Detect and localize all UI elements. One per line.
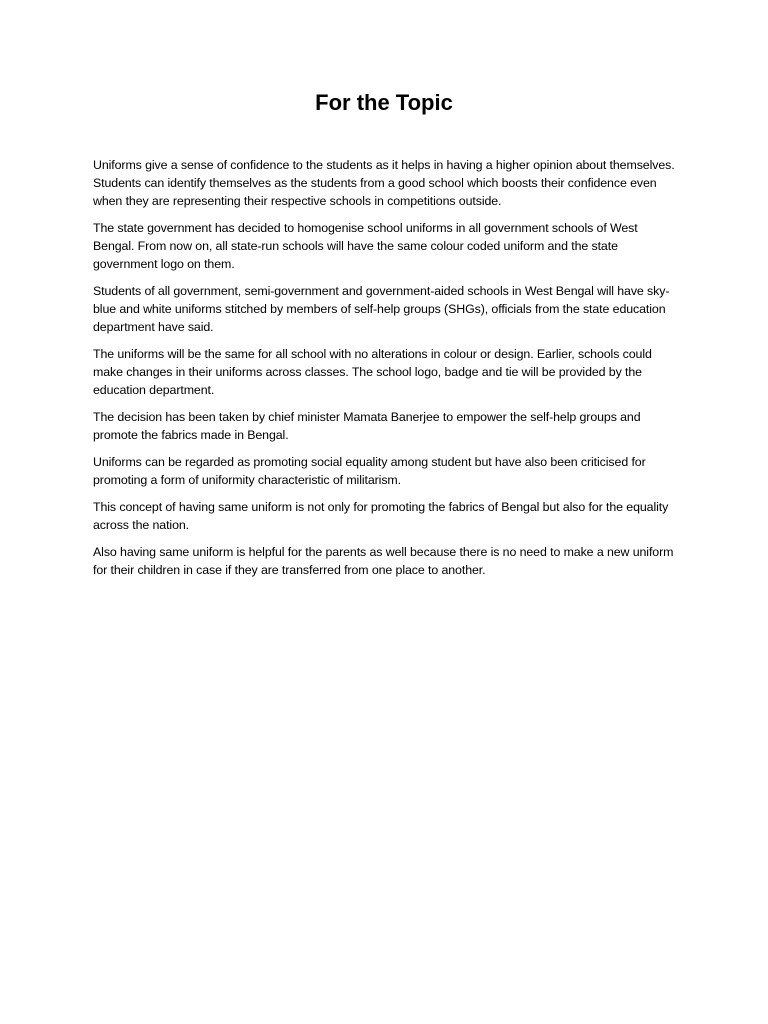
paragraph-fabrics-of-bengal: This concept of having same uniform is not only for promoting the fabrics of Bengal but also for the equality across the nation. xyxy=(93,500,669,532)
paragraph-homogenise: The state government has decided to homogenise school uniforms in all government schools of West Bengal. From now on, all state-run schools will have the same colour coded uniform and the state government logo on them. xyxy=(93,221,638,271)
document-body xyxy=(93,156,675,588)
paragraph-social-equality: Uniforms can be regarded as promoting social equality among student but have also been criticised for promoting a form of uniformity characteristic of militarism. xyxy=(93,455,646,487)
paragraph-no-alterations: The uniforms will be the same for all school with no alterations in colour or design. Earlier, schools could make changes in their uniforms across classes. The school logo, badge and tie will be provided by the education department. xyxy=(93,347,652,397)
paragraph-decision: The decision has been taken by chief minister Mamata Banerjee to empower the self-help groups and promote the fabrics made in Bengal. xyxy=(93,410,641,442)
paragraph-parents: Also having same uniform is helpful for the parents as well because there is no need to make a new uniform for their children in case if they are transferred from one place to another. xyxy=(93,545,674,577)
paragraph-confidence: Uniforms give a sense of confidence to the students as it helps in having a higher opinion about themselves. Students can identify themselves as the students from a good school which boosts their confidence even when they are representing their respective schools in competitions outside. xyxy=(93,158,675,208)
document-title: For the Topic xyxy=(315,90,453,115)
paragraph-sky-blue-uniforms: Students of all government, semi-government and government-aided schools in West Bengal will have sky-blue and white uniforms stitched by members of self-help groups (SHGs), officials from the state education department have said. xyxy=(93,284,670,334)
